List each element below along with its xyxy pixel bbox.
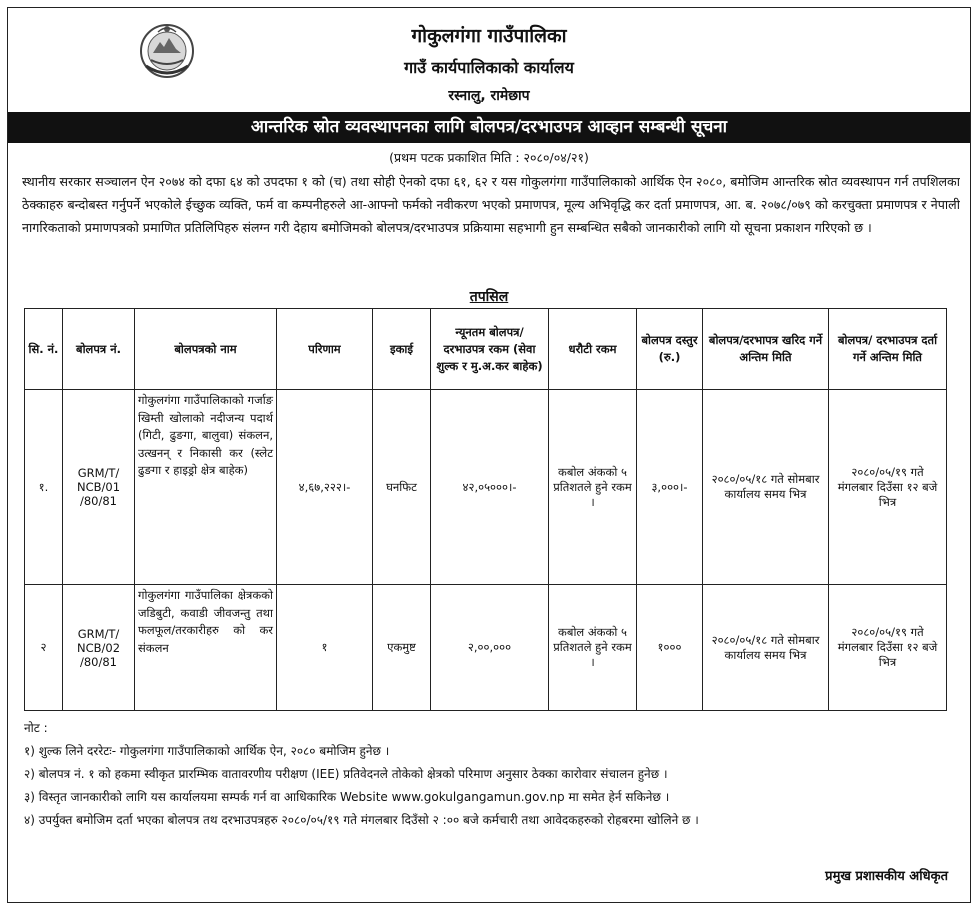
note-item: ४) उपर्युक्त बमोजिम दर्ता भएका बोलपत्र तथ दरभाउपत्रहरु २०८०/०५/१९ गते मंगलबार दिउँसो २ :०० बजे कर्मचारी तथा आवेदकहरुको रोहबरमा खोलिने छ । <box>24 813 699 827</box>
notes-label: नोट : <box>24 721 48 735</box>
header-purchase-deadline: बोलपत्र/दरभापत्र खरिद गर्ने अन्तिम मिति <box>703 309 829 390</box>
published-date-line: (प्रथम पटक प्रकाशित मिति : २०८०/०४/२१) <box>389 150 589 165</box>
intro-paragraph: स्थानीय सरकार सञ्चालन ऐन २०७४ को दफा ६४ को उपदफा १ को (च) तथा सोही ऐनको दफा ६१, ६२ र यस गोकुलगंगा गाउँपालिकाको आर्थिक ऐन २०८०, बमोजिम आन्तरिक स्रोत व्यवस्थापन गर्न तपशिलका ठेक्काहरु बन्दोबस्त गर्नुपर्ने भएकोले ईच्छुक व्यक्ति, फर्म वा कम्पनीहरुले आ-आफ्नो फर्मको नवीकरण भएको प्रमाणपत्र, मूल्य अभिवृद्धि कर दर्ता प्रमाणपत्र, आ. ब. २०७८/०७९ को करचुक्ता प्रमाणपत्र र नेपाली नागरिकताको प्रमाणपत्रको प्रमाणित प्रतिलिपिहरु संलग्न गरी देहाय बमोजिमको बोलपत्र/दरभाउपत्र प्रक्रियामा सहभागी हुन सम्बन्धित सबैको जानकारीको लागि यो सूचना प्रकाशन गरिएको छ । <box>22 174 960 235</box>
table-title: तपसिल <box>469 289 509 305</box>
note-item: १) शुल्क लिने दररेटः- गोकुलगंगा गाउँपालिकाको आर्थिक ऐन, २०८० बमोजिम हुनेछ । <box>24 744 390 758</box>
notes-section <box>24 717 960 832</box>
cell-fee: ३,०००।- <box>637 390 703 585</box>
header-min-amount: न्यूनतम बोलपत्र/ दरभाउपत्र रकम (सेवा शुल्क र मु.अ.कर बाहेक) <box>431 309 549 390</box>
cell-quantity: १ <box>277 585 373 711</box>
cell-unit: एकमुष्ट <box>373 585 431 711</box>
cell-submit-deadline: २०८०/०५/१९ गते मंगलबार दिउँसा १२ बजे भित्र <box>829 390 947 585</box>
cell-deposit: कबोल अंकको ५ प्रतिशतले हुने रकम । <box>549 585 637 711</box>
cell-purchase-deadline: २०८०/०५/१८ गते सोमबार कार्यालय समय भित्र <box>703 585 829 711</box>
office-name: गोकुलगंगा गाउँपालिका <box>411 25 567 47</box>
office-subtitle: गाउँ कार्यपालिकाको कार्यालय <box>404 58 574 77</box>
signature-title: प्रमुख प्रशासकीय अधिकृत <box>825 869 948 884</box>
header-bid-name: बोलपत्रको नाम <box>135 309 277 390</box>
bid-details-table <box>24 308 947 711</box>
cell-sn: १. <box>25 390 63 585</box>
header-bid-no: बोलपत्र नं. <box>63 309 135 390</box>
cell-min-amount: २,००,००० <box>431 585 549 711</box>
cell-sn: २ <box>25 585 63 711</box>
cell-unit: घनफिट <box>373 390 431 585</box>
header-sn: सि. नं. <box>25 309 63 390</box>
cell-bid-no: GRM/T/ NCB/01 /80/81 <box>63 390 135 585</box>
notice-header <box>8 8 970 112</box>
header-quantity: परिणाम <box>277 309 373 390</box>
header-unit: इकाई <box>373 309 431 390</box>
cell-fee: १००० <box>637 585 703 711</box>
header-submit-deadline: बोलपत्र/ दरभाउपत्र दर्ता गर्ने अन्तिम मिति <box>829 309 947 390</box>
notice-page <box>7 7 971 903</box>
cell-min-amount: ४२,०५०००।- <box>431 390 549 585</box>
note-item: ३) विस्तृत जानकारीको लागि यस कार्यालयमा सम्पर्क गर्न वा आधिकारिक Website www.gokulgangamun.gov.np मा समेत हेर्न सकिनेछ । <box>24 790 670 804</box>
cell-bid-name: गोकुलगंगा गाउँपालिकाको गर्जाङ खिम्ती खोलाको नदीजन्य पदार्थ (गिटी, ढुङगा, बालुवा) संकलन, उत्खनन् र निकासी कर (स्लेट ढुङगा र हाइड्रो क्षेत्र बाहेक) <box>135 390 277 585</box>
table-row <box>25 390 947 585</box>
header-deposit: धरौटी रकम <box>549 309 637 390</box>
cell-purchase-deadline: २०८०/०५/१८ गते सोमबार कार्यालय समय भित्र <box>703 390 829 585</box>
cell-bid-name: गोकुलगंगा गाउँपालिका क्षेत्रकको जडिबुटी, कवाडी जीवजन्तु तथा फलफूल/तरकारीहरु को कर संकलन <box>135 585 277 711</box>
cell-quantity: ४,६७,२२२।- <box>277 390 373 585</box>
cell-submit-deadline: २०८०/०५/१९ गते मंगलबार दिउँसा १२ बजे भित्र <box>829 585 947 711</box>
header-fee: बोलपत्र दस्तुर (रु.) <box>637 309 703 390</box>
cell-deposit: कबोल अंकको ५ प्रतिशतले हुने रकम । <box>549 390 637 585</box>
notice-title: आन्तरिक स्रोत व्यवस्थापनका लागि बोलपत्र/दरभाउपत्र आव्हान सम्बन्धी सूचना <box>8 112 970 143</box>
table-row <box>25 585 947 711</box>
office-address: रस्नालु, रामेछाप <box>448 88 530 104</box>
note-item: २) बोलपत्र नं. १ को हकमा स्वीकृत प्रारम्भिक वातावरणीय परीक्षण (IEE) प्रतिवेदनले तोकेको क्षेत्रको परिमाण अनुसार ठेक्का कारोवार संचालन हुनेछ । <box>24 767 668 781</box>
cell-bid-no: GRM/T/ NCB/02 /80/81 <box>63 585 135 711</box>
table-header-row <box>25 309 947 390</box>
